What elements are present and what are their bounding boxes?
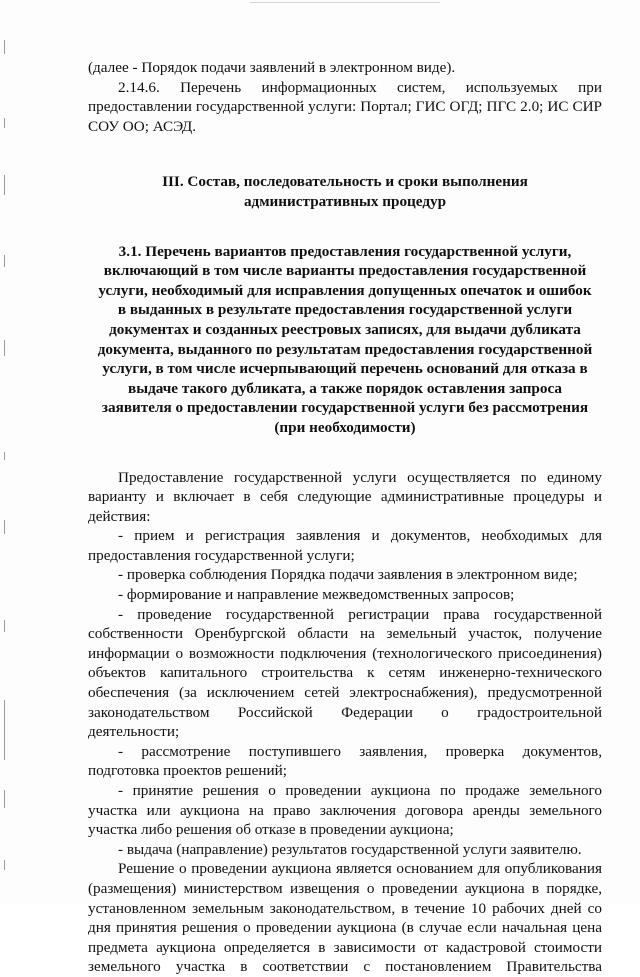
section-iii-title-line-2: административных процедур bbox=[243, 192, 447, 210]
list-item-review bbox=[88, 742, 602, 781]
paragraph-2-14-6-line-2: предоставлении государственной услуги: Портал; ГИС ОГД; ПГС 2.0; ИС СИР bbox=[88, 98, 602, 116]
auction-line: установленном земельным законодательством, в течение 10 рабочих дней со bbox=[88, 899, 602, 917]
section-iii-title bbox=[88, 172, 602, 211]
auction-line: предмета аукциона определяется в зависимости от кадастровой стоимости bbox=[88, 938, 602, 956]
subsection-3-1-title bbox=[88, 242, 602, 438]
subsection-3-1-title-line: заявителя о предоставлении государственной услуги без рассмотрения bbox=[101, 399, 589, 417]
list-item-registration bbox=[88, 605, 602, 742]
subsection-3-1-title-line: выдаче такого дубликата, а также порядок оставления запроса bbox=[128, 379, 562, 397]
list-item-line: - проверка соблюдения Порядка подачи заявления в электронном виде; bbox=[118, 566, 578, 584]
provision-line: варианту и включает в себя следующие административные процедуры и bbox=[88, 488, 602, 506]
subsection-3-1-title-line: документах и созданных реестровых записях, для выдачи дубликата bbox=[109, 320, 581, 338]
document-body bbox=[88, 58, 602, 977]
list-item-line: деятельности; bbox=[88, 723, 180, 741]
subsection-3-1-title-line: услуги, необходимый для исправления допущенных опечаток и ошибок bbox=[98, 281, 592, 299]
provision-line: действия: bbox=[88, 507, 151, 525]
list-item-line: - принятие решения о проведении аукциона по продаже земельного bbox=[118, 782, 602, 799]
list-item-line: подготовка проектов решений; bbox=[88, 762, 287, 780]
list-item-line: - выдача (направление) результатов государственной услуги заявителю. bbox=[118, 840, 582, 858]
provision-paragraph bbox=[88, 468, 602, 527]
intro-paragraph bbox=[88, 58, 602, 78]
scan-left-edge-marks bbox=[4, 0, 6, 905]
list-item-line: собственности Оренбургской области на земельный участок, получение bbox=[88, 625, 602, 643]
subsection-3-1-title-line: (при необходимости) bbox=[274, 418, 416, 436]
list-item-auction-decision bbox=[88, 781, 602, 840]
list-item-line: - прием и регистрация заявления и документов, необходимых для bbox=[118, 527, 602, 545]
list-item-line: законодательством Российской Федерации о градостроительной bbox=[88, 703, 602, 721]
paragraph-2-14-6-line-1: 2.14.6. Перечень информационных систем, используемых при bbox=[118, 78, 602, 96]
list-item-issue-results bbox=[88, 840, 602, 860]
list-item-line: объектов капитального строительства к сетям инженерно-технического bbox=[88, 664, 602, 682]
spacer bbox=[88, 438, 602, 468]
list-item-line: участка или аукциона на право заключения договора аренды земельного bbox=[88, 801, 602, 819]
list-item-line: участка либо решения об отказе в проведении аукциона; bbox=[88, 821, 454, 839]
subsection-3-1-title-line: документа, выданного по результатам предоставления государственной bbox=[97, 340, 593, 358]
auction-line: Решение о проведении аукциона является основанием для опубликования bbox=[118, 860, 602, 878]
list-item-line: обеспечения (за исключением сетей электроснабжения), предусмотренной bbox=[88, 684, 602, 702]
list-item-line: - формирование и направление межведомственных запросов; bbox=[118, 586, 515, 604]
auction-line: земельного участка в соответствии с постановлением Правительства bbox=[88, 958, 602, 976]
subsection-3-1-title-line: услуги, в том числе исчерпывающий перечень оснований для отказа в bbox=[102, 360, 588, 378]
list-item-reception bbox=[88, 526, 602, 565]
scan-top-rule bbox=[250, 2, 440, 3]
auction-paragraph bbox=[88, 859, 602, 977]
list-item-check-order bbox=[88, 565, 602, 585]
auction-line: (размещения) министерством извещения о проведении аукциона в порядке, bbox=[88, 879, 602, 897]
provision-line: Предоставление государственной услуги осуществляется по единому bbox=[118, 468, 602, 486]
intro-line: (далее - Порядок подачи заявлений в электронном виде). bbox=[88, 59, 456, 76]
subsection-3-1-title-line: 3.1. Перечень вариантов предоставления государственной услуги, bbox=[118, 242, 572, 260]
list-item-line: информации о возможности подключения (технологического присоединения) bbox=[88, 644, 602, 662]
paragraph-2-14-6 bbox=[88, 78, 602, 137]
section-iii-title-line-1: III. Состав, последовательность и сроки выполнения bbox=[162, 173, 528, 191]
subsection-3-1-title-line: включающий в том числе варианты предоставления государственной bbox=[103, 262, 587, 280]
subsection-3-1-title-line: в выданных в результате предоставления государственной услуги bbox=[117, 301, 573, 319]
list-item-line: предоставления государственной услуги; bbox=[88, 546, 355, 564]
paragraph-2-14-6-line-3: СОУ ОО; АСЭД. bbox=[88, 117, 196, 135]
list-item-line: - проведение государственной регистрации права государственной bbox=[118, 605, 602, 623]
auction-line: дня принятия решения о проведении аукциона (в случае если начальная цена bbox=[88, 919, 602, 937]
list-item-line: - рассмотрение поступившего заявления, проверка документов, bbox=[118, 742, 602, 760]
list-item-interagency-requests bbox=[88, 585, 602, 605]
